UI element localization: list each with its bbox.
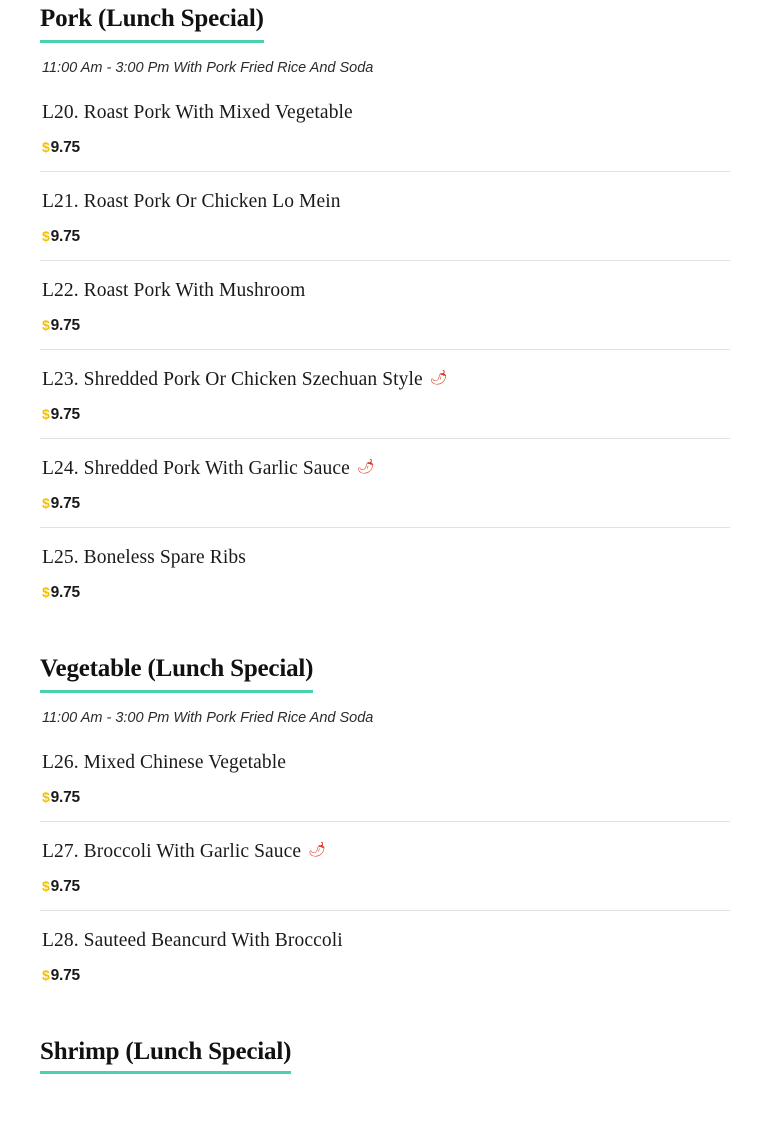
price-amount: 9.75	[50, 495, 80, 512]
menu-item[interactable]	[40, 261, 730, 350]
menu-item-list	[40, 83, 730, 616]
menu-item-price	[42, 228, 730, 246]
menu-item-name: L26. Mixed Chinese Vegetable	[42, 752, 286, 773]
menu-section	[40, 650, 730, 999]
menu-item-name-row	[42, 751, 730, 775]
menu-item[interactable]	[40, 439, 730, 528]
menu-item-name: L28. Sauteed Beancurd With Broccoli	[42, 930, 343, 951]
menu-item-name-row	[42, 840, 730, 864]
menu-item-name-row	[42, 929, 730, 953]
menu-item-name: L27. Broccoli With Garlic Sauce	[42, 841, 302, 862]
price-amount: 9.75	[50, 228, 80, 245]
currency-symbol: $	[42, 406, 50, 422]
section-title: Pork (Lunch Special)	[40, 4, 264, 43]
menu-item-name-row	[42, 279, 730, 303]
menu-item[interactable]	[40, 528, 730, 616]
menu-item[interactable]	[40, 822, 730, 911]
menu-item-price	[42, 789, 730, 807]
section-title: Vegetable (Lunch Special)	[40, 654, 313, 693]
currency-symbol: $	[42, 878, 50, 894]
menu-item-list	[40, 733, 730, 999]
price-amount: 9.75	[50, 317, 80, 334]
price-amount: 9.75	[50, 139, 80, 156]
spicy-icon: 🌶	[308, 843, 327, 858]
menu-item-name-row	[42, 457, 730, 481]
menu-item-price	[42, 406, 730, 424]
menu-section	[40, 0, 730, 616]
currency-symbol: $	[42, 228, 50, 244]
menu-item-name-row	[42, 546, 730, 570]
menu-item-name: L24. Shredded Pork With Garlic Sauce	[42, 458, 350, 479]
currency-symbol: $	[42, 584, 50, 600]
menu-item-price	[42, 584, 730, 602]
menu-item[interactable]	[40, 350, 730, 439]
menu-item-name-row	[42, 368, 730, 392]
price-amount: 9.75	[50, 584, 80, 601]
price-amount: 9.75	[50, 967, 80, 984]
section-subtitle: 11:00 Am - 3:00 Pm With Pork Fried Rice And Soda	[42, 710, 374, 726]
section-subtitle: 11:00 Am - 3:00 Pm With Pork Fried Rice And Soda	[42, 60, 374, 76]
currency-symbol: $	[42, 495, 50, 511]
spicy-icon: 🌶	[429, 371, 448, 386]
menu-item[interactable]	[40, 83, 730, 172]
price-amount: 9.75	[50, 789, 80, 806]
menu-item-name-row	[42, 101, 730, 125]
menu-item-name: L23. Shredded Pork Or Chicken Szechuan Style	[42, 369, 423, 390]
menu-item-name: L20. Roast Pork With Mixed Vegetable	[42, 102, 353, 123]
spicy-icon: 🌶	[356, 460, 375, 475]
menu-item[interactable]	[40, 172, 730, 261]
menu-item[interactable]	[40, 733, 730, 822]
section-spacer	[40, 616, 730, 650]
section-title: Shrimp (Lunch Special)	[40, 1037, 291, 1074]
menu-item-price	[42, 317, 730, 335]
price-amount: 9.75	[50, 878, 80, 895]
price-amount: 9.75	[50, 406, 80, 423]
menu-item-price	[42, 967, 730, 985]
section-spacer	[40, 999, 730, 1033]
menu-item-price	[42, 878, 730, 896]
menu-item-name-row	[42, 190, 730, 214]
currency-symbol: $	[42, 789, 50, 805]
currency-symbol: $	[42, 139, 50, 155]
menu-item-name: L21. Roast Pork Or Chicken Lo Mein	[42, 191, 341, 212]
menu-section	[40, 1033, 730, 1074]
currency-symbol: $	[42, 317, 50, 333]
menu-item-price	[42, 139, 730, 157]
menu-item-name: L25. Boneless Spare Ribs	[42, 547, 246, 568]
menu-item-price	[42, 495, 730, 513]
menu-sections	[40, 0, 730, 1074]
currency-symbol: $	[42, 967, 50, 983]
menu-item-name: L22. Roast Pork With Mushroom	[42, 280, 306, 301]
menu-item[interactable]	[40, 911, 730, 999]
